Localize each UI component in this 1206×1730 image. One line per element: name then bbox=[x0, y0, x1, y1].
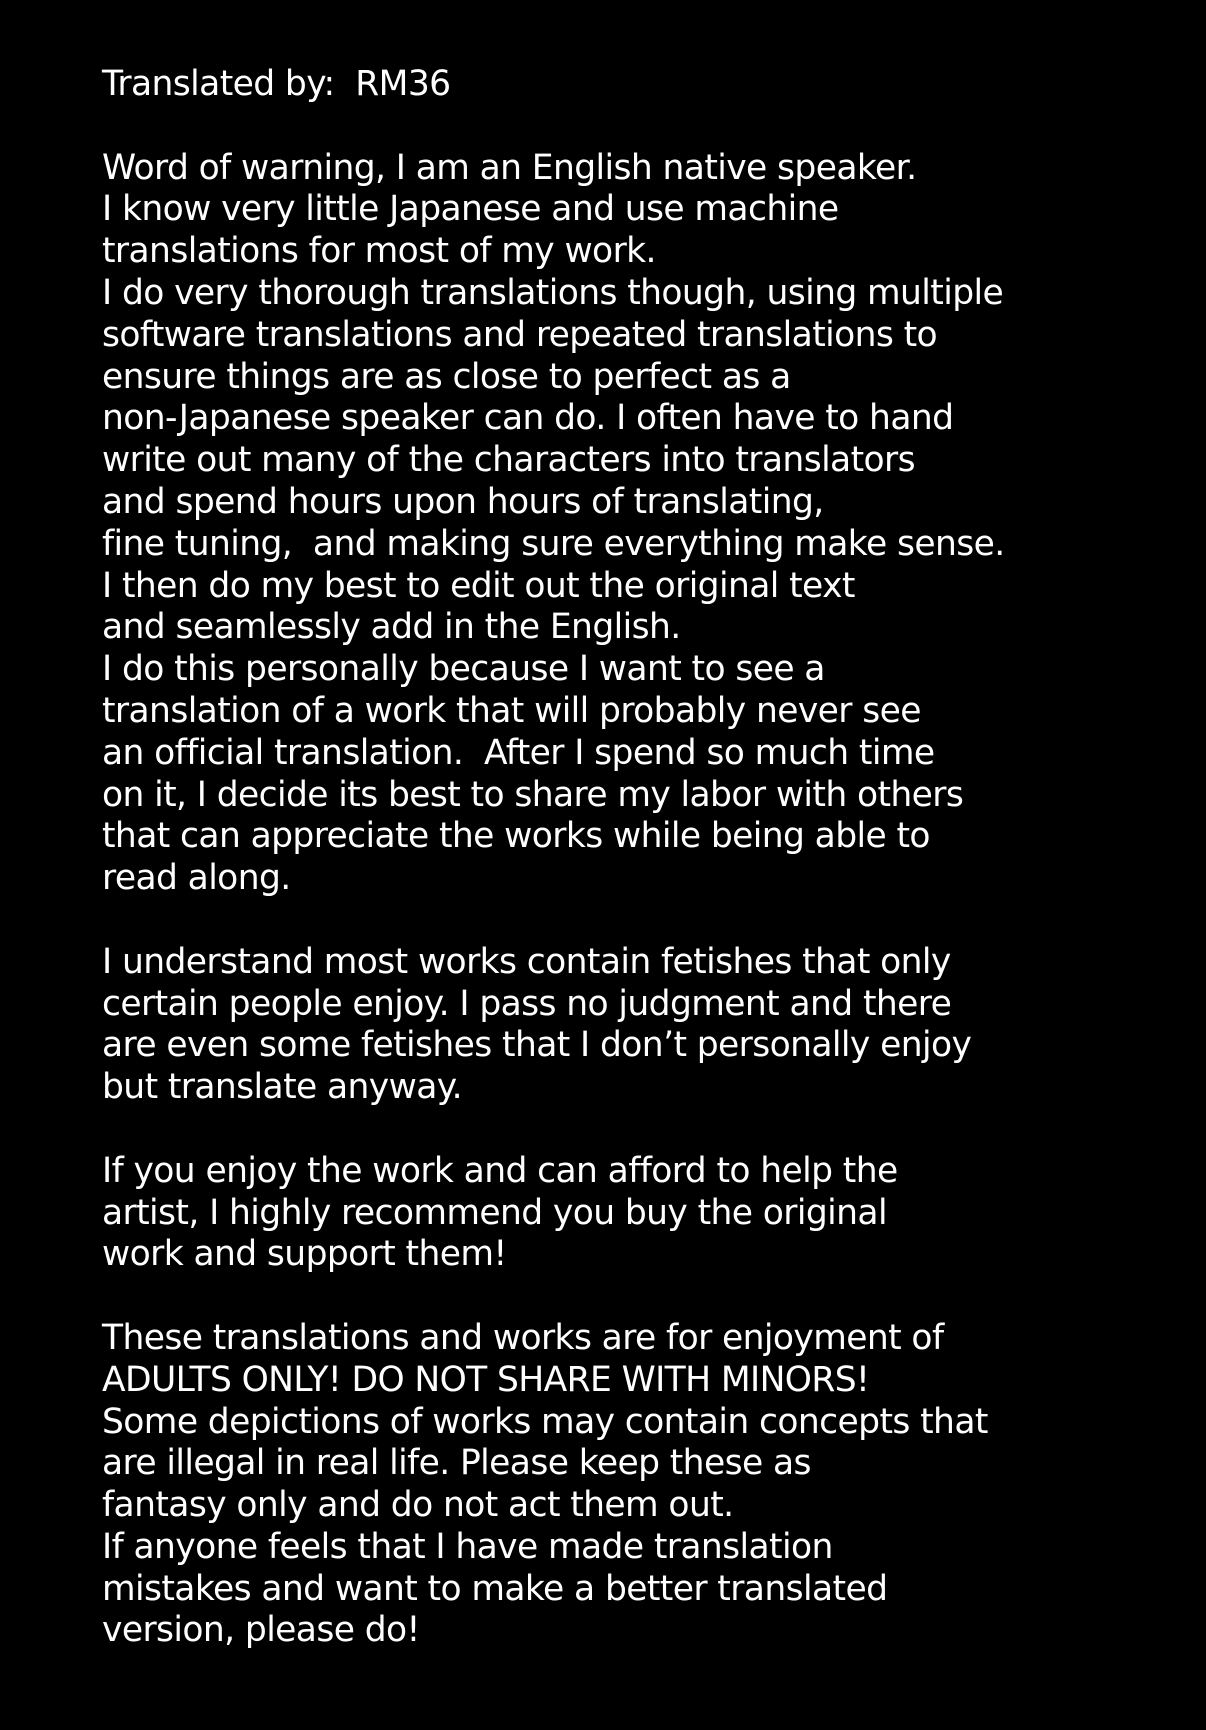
text-line: I do this personally because I want to see a bbox=[102, 649, 825, 690]
translator-note-text bbox=[102, 64, 1182, 1652]
paragraph-spacer bbox=[102, 1276, 1182, 1318]
paragraph-spacer bbox=[102, 106, 1182, 148]
translator-credit: Translated by: RM36 bbox=[102, 64, 451, 104]
text-line: fine tuning, and making sure everything make sense. bbox=[102, 523, 1005, 564]
text-line: an official translation. After I spend so much time bbox=[102, 732, 935, 773]
paragraph-spacer bbox=[102, 900, 1182, 942]
paragraph-adults-only-warning bbox=[102, 1318, 1182, 1652]
text-line: translation of a work that will probably never see bbox=[102, 690, 921, 731]
text-line: artist, I highly recommend you buy the original bbox=[102, 1192, 887, 1233]
text-line: non-Japanese speaker can do. I often have to hand bbox=[102, 398, 954, 439]
text-line: These translations and works are for enjoyment of bbox=[102, 1317, 944, 1358]
paragraph-spacer bbox=[102, 1109, 1182, 1151]
text-line: mistakes and want to make a better translated bbox=[102, 1568, 888, 1609]
text-line: version, please do! bbox=[102, 1610, 420, 1651]
text-line: I do very thorough translations though, using multiple bbox=[102, 272, 1004, 313]
text-line: and seamlessly add in the English. bbox=[102, 607, 681, 648]
text-line: are even some fetishes that I don’t personally enjoy bbox=[102, 1025, 972, 1066]
text-line: translations for most of my work. bbox=[102, 231, 656, 272]
text-line: and spend hours upon hours of translating, bbox=[102, 481, 824, 522]
text-line: software translations and repeated translations to bbox=[102, 314, 938, 355]
text-line: I know very little Japanese and use machine bbox=[102, 189, 839, 230]
paragraph-content-notice bbox=[102, 942, 1182, 1109]
text-line: If anyone feels that I have made translation bbox=[102, 1526, 833, 1567]
paragraph-translation-method bbox=[102, 148, 1182, 900]
text-line: ensure things are as close to perfect as a bbox=[102, 356, 791, 397]
text-line: If you enjoy the work and can afford to help the bbox=[102, 1150, 898, 1191]
text-line: are illegal in real life. Please keep these as bbox=[102, 1443, 811, 1484]
text-line: read along. bbox=[102, 858, 291, 899]
text-line: on it, I decide its best to share my labor with others bbox=[102, 774, 964, 815]
text-line: fantasy only and do not act them out. bbox=[102, 1485, 734, 1526]
text-line: Some depictions of works may contain concepts that bbox=[102, 1401, 988, 1442]
text-line: I understand most works contain fetishes that only bbox=[102, 941, 951, 982]
text-line: write out many of the characters into translators bbox=[102, 440, 915, 481]
text-line: I then do my best to edit out the original text bbox=[102, 565, 855, 606]
paragraph-support-artist bbox=[102, 1151, 1182, 1276]
text-line: work and support them! bbox=[102, 1234, 507, 1275]
text-line: certain people enjoy. I pass no judgment and there bbox=[102, 983, 952, 1024]
text-line: ADULTS ONLY! DO NOT SHARE WITH MINORS! bbox=[102, 1359, 870, 1400]
text-line: that can appreciate the works while being able to bbox=[102, 816, 930, 857]
text-line: but translate anyway. bbox=[102, 1067, 463, 1108]
text-line: Word of warning, I am an English native speaker. bbox=[102, 147, 917, 188]
